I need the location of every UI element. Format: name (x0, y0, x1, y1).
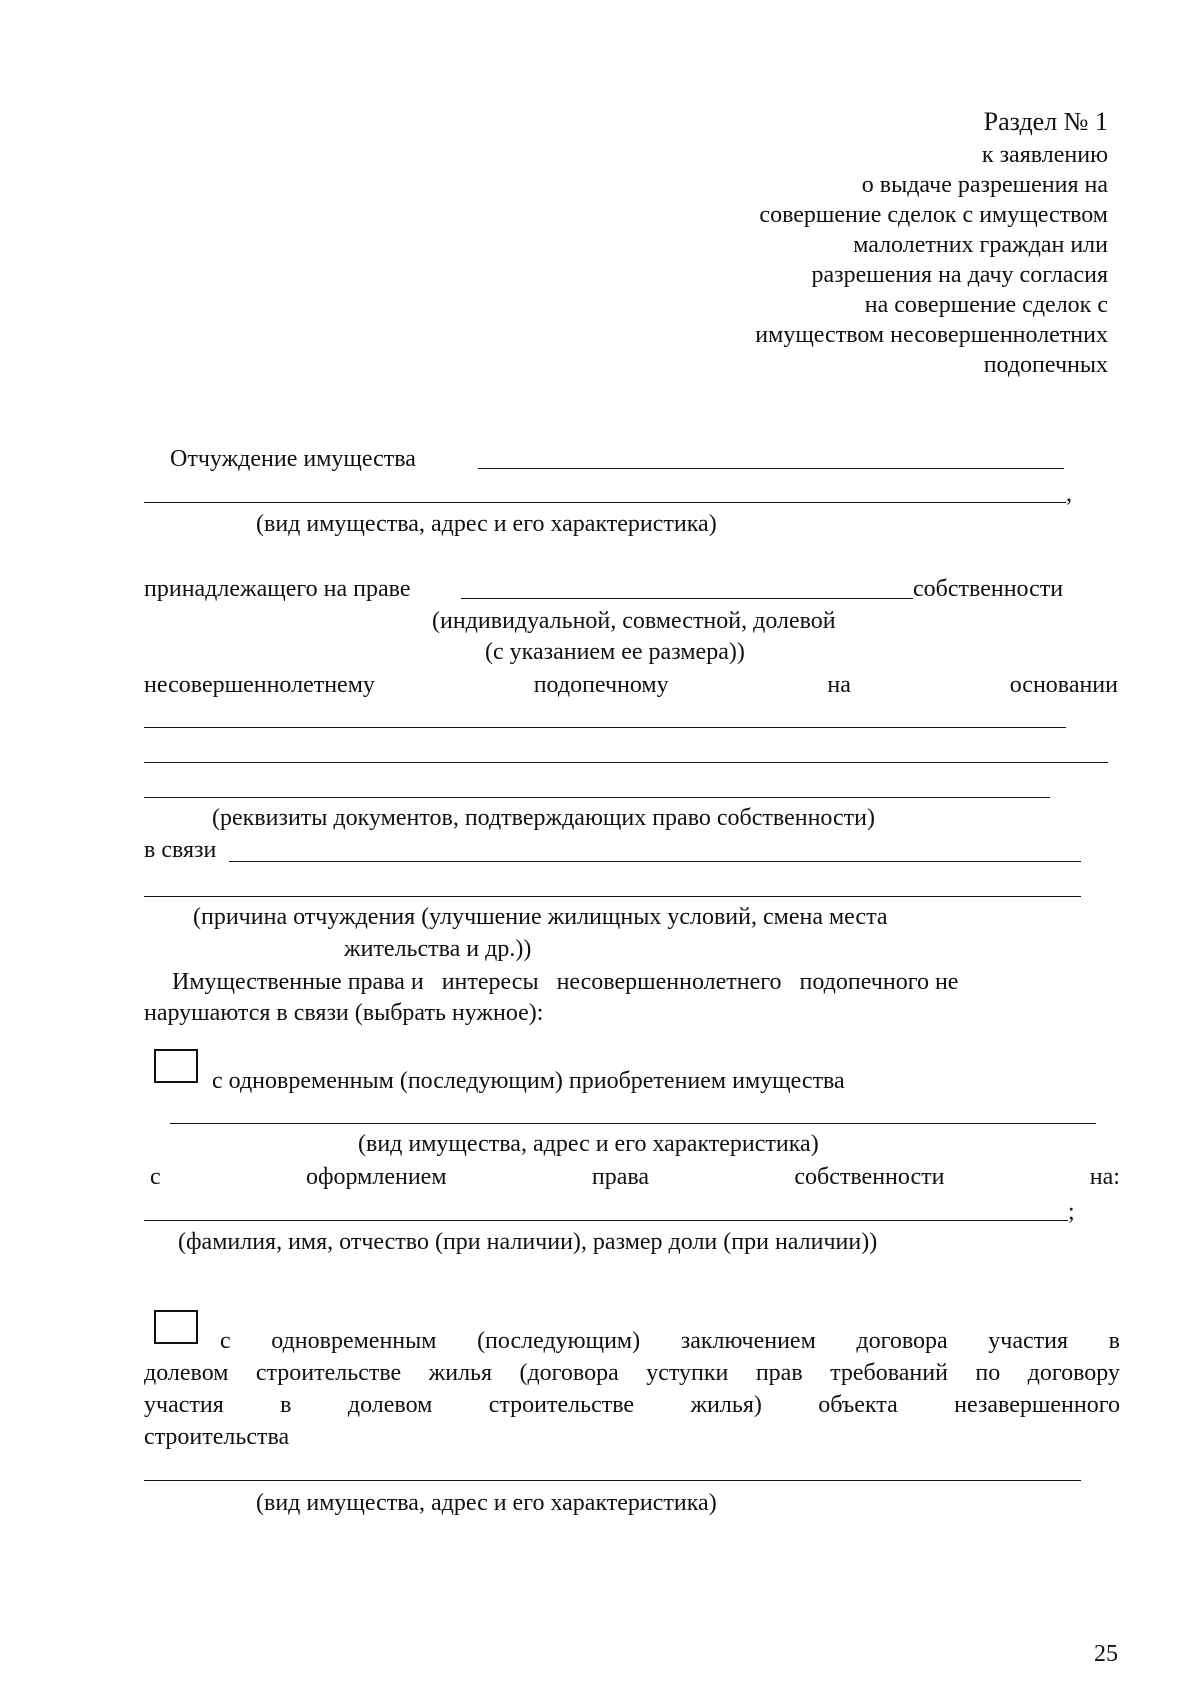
page-number: 25 (1094, 1641, 1118, 1667)
option-2-line-3 (144, 1389, 1120, 1421)
word: несовершеннолетнему (144, 672, 375, 698)
minor-basis-line (144, 669, 1118, 701)
word: собственности (794, 1164, 945, 1190)
option-2-line-2: долевом строительстве жилья (договора уступки прав требований по договору (144, 1360, 1120, 1386)
caption-documents: (реквизиты документов, подтверждающих право собственности) (212, 805, 875, 831)
caption-construction-property: (вид имущества, адрес и его характеристика) (256, 1490, 717, 1516)
option-1-text: с одновременным (последующим) приобретением имущества (212, 1068, 845, 1094)
header-line: малолетних граждан или (853, 232, 1108, 258)
header-line: на совершение сделок с (864, 292, 1108, 318)
option-2-line-1 (220, 1325, 1120, 1357)
word: заключением (680, 1328, 816, 1354)
header-line: к заявлению (981, 142, 1108, 168)
trailing-semicolon: ; (1068, 1199, 1075, 1225)
blank-line-construction-property[interactable] (144, 1480, 1081, 1481)
in-connection-label: в связи (144, 837, 217, 863)
word: в (1108, 1328, 1120, 1354)
blank-line-ownership-type[interactable] (461, 598, 913, 599)
word: на: (1089, 1164, 1120, 1190)
word: оформлением (305, 1164, 447, 1190)
word: строительстве (488, 1392, 635, 1418)
blank-line-documents-3[interactable] (144, 797, 1050, 798)
header-line: совершение сделок с имуществом (759, 202, 1108, 228)
blank-line-acquired-property[interactable] (170, 1123, 1096, 1124)
caption-property: (вид имущества, адрес и его характеристика) (256, 511, 717, 537)
header-line: подопечных (983, 352, 1108, 378)
word: (последующим) (477, 1328, 641, 1354)
trailing-comma: , (1066, 481, 1072, 507)
blank-line-reason-1[interactable] (229, 861, 1081, 862)
blank-line-documents-2[interactable] (144, 762, 1108, 763)
header-block (548, 106, 1108, 380)
blank-line-property-continued[interactable] (144, 502, 1066, 503)
header-line: Раздел № 1 (983, 107, 1108, 136)
word: права (591, 1164, 650, 1190)
blank-line-property[interactable] (478, 468, 1064, 469)
blank-line-owners[interactable] (144, 1220, 1068, 1221)
option-1-checkbox[interactable] (154, 1049, 198, 1083)
caption-acquired-property: (вид имущества, адрес и его характеристика) (358, 1131, 819, 1157)
word: подопечному (533, 672, 669, 698)
word: долевом (347, 1392, 433, 1418)
rights-text-line-1: Имущественные права и интересы несовершеннолетнего подопечного не (172, 969, 959, 995)
caption-reason-continued: жительства и др.)) (344, 936, 532, 962)
rights-text-line-2: нарушаются в связи (выбрать нужное): (144, 1000, 544, 1026)
alienation-label: Отчуждение имущества (170, 446, 416, 472)
word: одновременным (271, 1328, 437, 1354)
caption-ownership-type: (индивидуальной, совместной, долевой (432, 608, 836, 634)
word: основании (1009, 672, 1118, 698)
word: с (150, 1164, 161, 1190)
word: участия (144, 1392, 224, 1418)
caption-reason: (причина отчуждения (улучшение жилищных условий, смена места (193, 904, 888, 930)
word: незавершенного (954, 1392, 1120, 1418)
word: с (220, 1328, 231, 1354)
ownership-word: собственности (913, 576, 1064, 602)
word: жилья) (690, 1392, 762, 1418)
word: объекта (818, 1392, 898, 1418)
blank-line-reason-2[interactable] (144, 896, 1081, 897)
option-2-checkbox[interactable] (154, 1310, 198, 1344)
header-line: имуществом несовершеннолетних (755, 322, 1108, 348)
caption-owners: (фамилия, имя, отчество (при наличии), размер доли (при наличии)) (178, 1229, 878, 1255)
owned-by-right-label: принадлежащего на праве (144, 576, 411, 602)
header-line: о выдаче разрешения на (861, 172, 1108, 198)
word: участия (988, 1328, 1069, 1354)
option-2-line-4: строительства (144, 1424, 290, 1450)
word: на (827, 672, 851, 698)
caption-ownership-share: (с указанием ее размера)) (485, 639, 745, 665)
word: договора (856, 1328, 948, 1354)
registration-line (150, 1161, 1120, 1193)
header-line: разрешения на дачу согласия (811, 262, 1108, 288)
word: в (280, 1392, 292, 1418)
blank-line-documents-1[interactable] (144, 727, 1066, 728)
